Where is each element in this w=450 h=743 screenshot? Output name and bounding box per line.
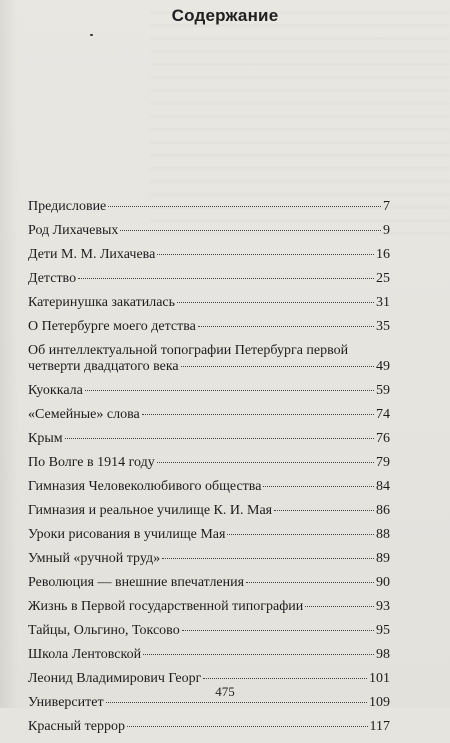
toc-entry-title: Университет — [28, 695, 104, 710]
toc-entry-page: 98 — [376, 647, 390, 662]
dot-leader — [305, 606, 374, 607]
table-of-contents — [28, 199, 390, 743]
toc-entry-page: 84 — [376, 479, 390, 494]
toc-entry-title-line2: четверти двадцатого века — [28, 359, 179, 374]
page-title: Содержание — [171, 6, 279, 25]
dot-leader — [65, 438, 374, 439]
dot-leader — [246, 582, 374, 583]
toc-entry-title: По Волге в 1914 году — [28, 455, 155, 470]
toc-entry-title: Крым — [28, 431, 63, 446]
dot-leader — [198, 326, 374, 327]
toc-entry — [28, 383, 390, 399]
dot-leader — [182, 630, 374, 631]
toc-entry-page: 109 — [369, 695, 390, 710]
toc-entry — [28, 407, 390, 423]
toc-entry — [28, 599, 390, 615]
toc-entry-title: Предисловие — [28, 199, 107, 214]
toc-entry — [28, 343, 390, 375]
toc-entry-page: 93 — [376, 599, 390, 614]
toc-entry — [28, 271, 390, 287]
toc-entry — [28, 223, 390, 239]
toc-entry-title: Жизнь в Первой государственной типографии — [28, 599, 304, 614]
toc-entry-page: 49 — [376, 359, 390, 374]
toc-entry — [28, 295, 390, 311]
toc-entry-title: Уроки рисования в училище Мая — [28, 527, 226, 542]
dot-leader — [142, 414, 374, 415]
toc-entry-title: Революция — внешние впечатления — [28, 575, 245, 590]
dot-leader — [85, 390, 374, 391]
toc-entry — [28, 319, 390, 335]
toc-entry-title: Красный террор — [28, 719, 125, 734]
toc-entry-page: 86 — [376, 503, 390, 518]
dot-leader — [157, 462, 374, 463]
toc-entry-title: Школа Лентовской — [28, 647, 142, 662]
toc-entry — [28, 431, 390, 447]
toc-entry-title: Гимназия и реальное училище К. И. Мая — [28, 503, 273, 518]
toc-entry-page: 88 — [376, 527, 390, 542]
toc-entry-page: 25 — [376, 271, 390, 286]
toc-entry-title: Катеринушка закатилась — [28, 295, 175, 310]
dot-leader — [227, 534, 374, 535]
toc-entry — [28, 479, 390, 495]
toc-entry-title: Леонид Владимирович Георг — [28, 671, 202, 686]
ink-speck — [90, 34, 93, 36]
toc-entry-title: Детство — [28, 271, 77, 286]
toc-entry-page: 7 — [383, 199, 390, 214]
toc-entry — [28, 647, 390, 663]
toc-entry-page: 16 — [376, 247, 390, 262]
dot-leader — [106, 702, 367, 703]
toc-entry — [28, 455, 390, 471]
toc-entry-page: 117 — [369, 719, 390, 734]
toc-entry-page: 9 — [383, 223, 390, 238]
dot-leader — [177, 302, 374, 303]
dot-leader — [203, 678, 367, 679]
toc-entry — [28, 247, 390, 263]
dot-leader — [143, 654, 374, 655]
toc-entry-page: 74 — [376, 407, 390, 422]
page-number: 475 — [215, 684, 235, 699]
toc-entry — [28, 575, 390, 591]
toc-entry-title-line1: Об интеллектуальной топографии Петербурга первой — [28, 343, 349, 358]
dot-leader — [78, 278, 374, 279]
toc-entry — [28, 527, 390, 543]
toc-entry-title: Умный «ручной труд» — [28, 551, 161, 566]
toc-entry-page: 101 — [369, 671, 390, 686]
dot-leader — [263, 486, 374, 487]
toc-entry-title: Куоккала — [28, 383, 83, 398]
toc-entry-title: Дети М. М. Лихачева — [28, 247, 156, 262]
toc-entry-title: Тайцы, Ольгино, Токсово — [28, 623, 180, 638]
dot-leader — [108, 206, 381, 207]
toc-entry-title: Гимназия Человеколюбивого общества — [28, 479, 262, 494]
toc-entry-page: 59 — [376, 383, 390, 398]
dot-leader — [274, 510, 374, 511]
toc-entry — [28, 503, 390, 519]
dot-leader — [181, 366, 374, 367]
dot-leader — [157, 254, 374, 255]
toc-entry — [28, 623, 390, 639]
toc-entry-page: 89 — [376, 551, 390, 566]
toc-entry — [28, 551, 390, 567]
toc-entry-title: «Семейные» слова — [28, 407, 140, 422]
toc-entry-title: О Петербурге моего детства — [28, 319, 196, 334]
dot-leader — [127, 726, 368, 727]
toc-entry-title: Род Лихачевых — [28, 223, 119, 238]
toc-entry-page: 95 — [376, 623, 390, 638]
dot-leader — [162, 558, 374, 559]
dot-leader — [120, 230, 381, 231]
toc-entry-page: 90 — [376, 575, 390, 590]
toc-entry-page: 79 — [376, 455, 390, 470]
toc-entry-page: 31 — [376, 295, 390, 310]
toc-entry-page: 35 — [376, 319, 390, 334]
toc-entry-page: 76 — [376, 431, 390, 446]
toc-entry — [28, 199, 390, 215]
toc-entry — [28, 719, 390, 735]
